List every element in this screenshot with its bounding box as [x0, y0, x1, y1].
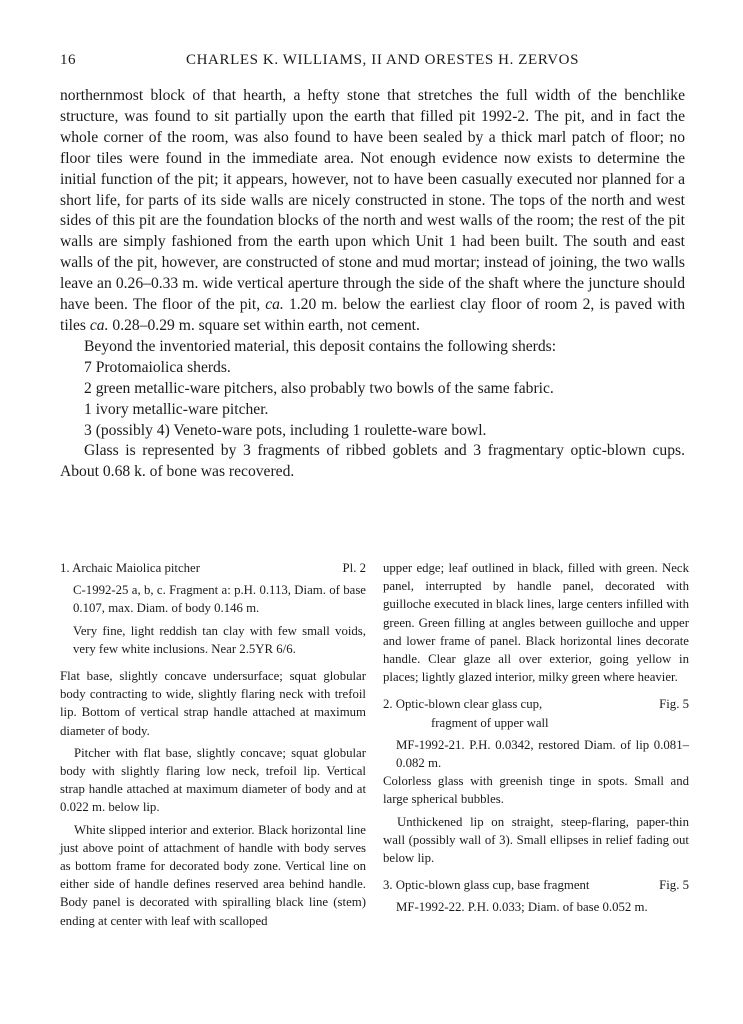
running-head: CHARLES K. WILLIAMS, II AND ORESTES H. ZERVOS — [186, 52, 580, 68]
entry-fabric: Colorless glass with greenish tinge in spots. Small and large spherical bubbles. — [383, 774, 689, 807]
catalogue-column-right — [383, 559, 689, 917]
entry-description: Unthickened lip on straight, steep-flaring, paper-thin wall (possibly wall of 3). Small ellipses in relief fading out below lip. — [383, 814, 689, 866]
sherd-item: 7 Protomaiolica sherds. — [84, 358, 231, 376]
entry-fabric: Very fine, light reddish tan clay with few small voids, very few white inclusions. Near 2.5YR 6/6. — [73, 623, 366, 656]
catalogue-entry-heading — [383, 695, 689, 731]
abbrev-circa: ca. — [89, 316, 109, 334]
catalogue-entry-heading — [60, 559, 366, 577]
entry-decoration-continued: upper edge; leaf outlined in black, filled with green. Neck panel, interrupted by handle panel, decorated with guilloche executed in black lines, large centers infilled with green. Green filling at angles between guilloche and upper and lower frame of panel. Black horizontal lines decorate handle. Clear glaze all over exterior, going yellow in places; lightly glazed interior, milky green where heavier. — [383, 561, 689, 685]
catalogue-entry-heading — [383, 876, 689, 894]
entry-inventory: C-1992-25 a, b, c. Fragment a: p.H. 0.113, Diam. of base 0.107, max. Diam. of body 0.146 m. — [73, 583, 366, 616]
entry-figure-ref: Fig. 5 — [659, 878, 689, 893]
sherd-item: 1 ivory metallic-ware pitcher. — [84, 400, 269, 418]
entry-title-continued: fragment of upper wall — [431, 715, 549, 730]
body-text-segment: 1.20 m. below the earliest clay floor of room 2, is paved with tiles — [60, 296, 685, 334]
entry-title: 1. Archaic Maiolica pitcher — [60, 561, 200, 575]
entry-inventory: MF-1992-21. P.H. 0.0342, restored Diam. of lip 0.081–0.082 m. — [396, 737, 689, 771]
catalogue-column-left — [60, 559, 366, 930]
entry-title: 2. Optic-blown clear glass cup, — [383, 697, 543, 712]
entry-decoration: White slipped interior and exterior. Black horizontal line just above point of attachment of handle with body serves as bottom frame for decorated body zone. Vertical line on either side of handle defines reserved area behind handle. Body panel is decorated with spiralling black line (stem) ending at center with leaf with scalloped — [60, 822, 366, 928]
body-text-segment: 0.28–0.29 m. square set within earth, not cement. — [108, 316, 420, 334]
body-paragraph — [60, 86, 685, 337]
main-text — [60, 86, 685, 483]
page-number: 16 — [60, 52, 76, 68]
entry-figure-ref: Fig. 5 — [659, 697, 689, 712]
entry-inventory: MF-1992-22. P.H. 0.033; Diam. of base 0.052 m. — [396, 900, 648, 915]
sherd-item: 3 (possibly 4) Veneto-ware pots, including 1 roulette-ware bowl. — [84, 421, 487, 439]
sherd-item: 2 green metallic-ware pitchers, also probably two bowls of the same fabric. — [84, 379, 554, 397]
entry-plate-ref: Pl. 2 — [342, 561, 366, 575]
entry-profile: Pitcher with flat base, slightly concave; squat globular body with slightly flaring low neck, trefoil lip. Vertical strap handle attached at maximum diameter of body and at 0.022 m. below lip. — [60, 745, 366, 815]
entry-shape: Flat base, slightly concave undersurface; squat globular body contracting to wide, slightly flaring neck with trefoil lip. Bottom of vertical strap handle attached at maximum diameter of body. — [60, 669, 366, 738]
abbrev-circa: ca. — [265, 296, 284, 314]
body-paragraph: Glass is represented by 3 fragments of ribbed goblets and 3 fragmentary optic-blown cups. About 0.68 k. of bone was recovered. — [60, 442, 685, 481]
entry-title: 3. Optic-blown glass cup, base fragment — [383, 878, 590, 893]
body-paragraph: Beyond the inventoried material, this deposit contains the following sherds: — [84, 337, 557, 355]
body-text-segment: northernmost block of that hearth, a hefty stone that stretches the full width of the benchlike structure, was found to sit partially upon the earth that filled pit 1992-2. The pit, and in fact the whole corner of the room, was also found to have been sealed by a thick marl patch of floor; no floor tiles were found in the immediate area. Not enough evidence now exists to determine the initial function of the pit; it appears, however, not to have been casually executed nor planned for a short life, for parts of its side walls are nicely constructed in stone. The tops of the north and west sides of this pit are the foundation blocks of the north and west walls of the room; the rest of the pit walls are simply fashioned from the earth upon which Unit 1 had been built. The south and east walls of the pit, however, are constructed of stone and mud mortar; instead of joining, the two walls leave an 0.26–0.33 m. wide vertical aperture through the side of the shaft where the juncture should have been. The floor of the pit, — [60, 87, 685, 314]
